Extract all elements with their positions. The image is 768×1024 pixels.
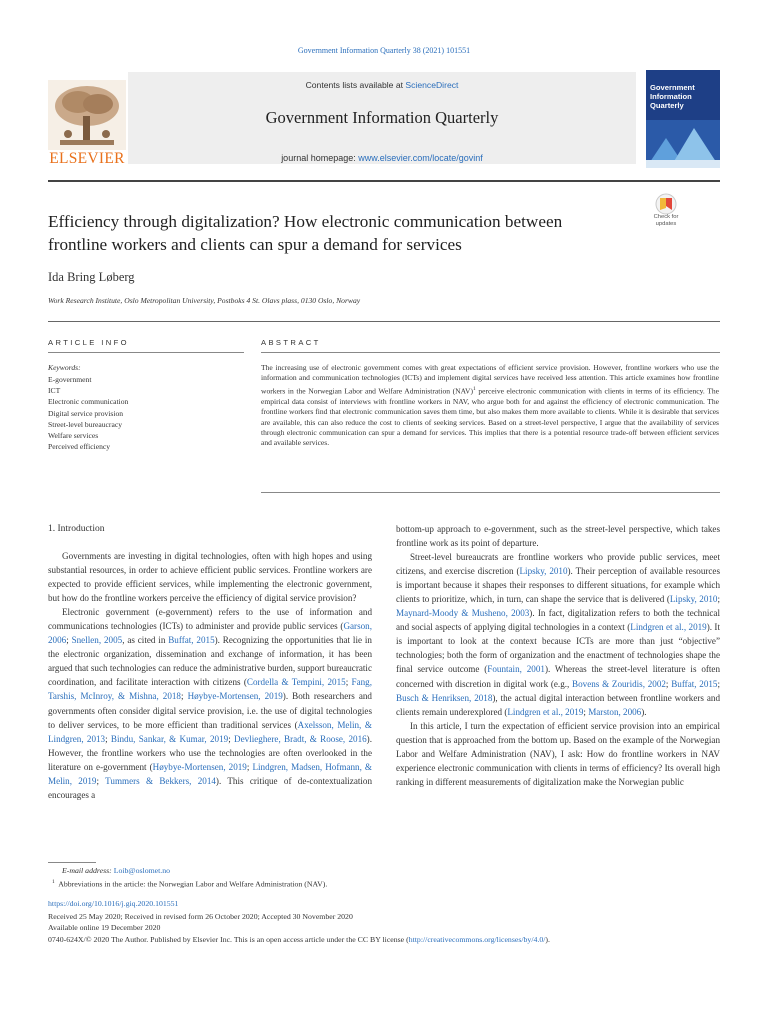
license-link[interactable]: http://creativecommons.org/licenses/by/4.0/ bbox=[408, 935, 546, 944]
article-info-heading: ARTICLE INFO bbox=[48, 338, 129, 347]
paragraph: Street-level bureaucrats are frontline workers who provide public services, meet citizens, and exercise discretion (Lipsky, 2010). Their perception of available resources is important because it shapes their responses to different situations, for example which clients to prioritize, which, in turn, can shape the service that is delivered (Lipsky, 2010; Maynard-Moody & Musheno, 2003). In fact, digitalization refers to both the technical and social aspects of applying digital technologies in a context (Lindgren et al., 2019). It is important to look at the context because ICTs are more than just “objective” technologies; both the form of organization and the enactment of technologies shape the final service outcome (Fountain, 2001). Whereas the street-level literature is often concerned with discretion in digital work (e.g., Bovens & Zouridis, 2002; Buffat, 2015; Busch & Henriksen, 2018), the actual digital interaction between frontline workers and clients remain underexplored (Lindgren et al., 2019; Marston, 2006). bbox=[396, 552, 721, 717]
citation-link[interactable]: Høybye-Mortensen, 2019 bbox=[187, 691, 283, 702]
paragraph: Governments are investing in digital technologies, often with high hopes and using substantial resources, in order to achieve efficient public services. Frontline workers are expected to provide efficient services, while implementing the electronic government, but how do the frontline workers perceive the efficiency of digital service provision? bbox=[48, 551, 372, 604]
citation-link[interactable]: Tummers & Bekkers, 2014 bbox=[105, 775, 216, 786]
journal-homepage-line: journal homepage: www.elsevier.com/locate/govinf bbox=[281, 153, 483, 163]
license-line: 0740-624X/© 2020 The Author. Published by Elsevier Inc. This is an open access article under the CC BY license (http://creativecommons.org/licenses/by/4.0/). bbox=[48, 935, 550, 944]
keywords-label: Keywords: bbox=[48, 363, 81, 372]
citation-link[interactable]: Maynard-Moody & Musheno, 2003 bbox=[396, 608, 530, 619]
author-affiliation: Work Research Institute, Oslo Metropolitan University, Postboks 4 St. Olavs plass, 0130 Oslo, Norway bbox=[48, 296, 361, 305]
abstract-text: The increasing use of electronic government comes with great expectations of efficient service provision. However, frontline workers who use the information and communication technologies (ICTs) and implement digital services have received less attention. This article examines how frontline workers in the Norwegian Labor and Welfare Administration (NAV)$^1$ perceive electronic communication with clients in terms of its efficiency. The empirical data consist of interviews with frontline workers in NAV, who argue both for and against the efficiency of electronic communication. The frontline workers find that electronic communication saves them time, but also makes them more available to clients. While it is desirable that services are available, this can also reduce the cost to clients of seeking services. Based on a street-level perspective, I argue that the availability of services through electronic communication can spur a demand for services. This implies that there is a potential resource trade-off between efficient services and available services. bbox=[261, 363, 719, 448]
citation-link[interactable]: Snellen, 2005 bbox=[71, 635, 123, 646]
email-link[interactable]: Loib@oslomet.no bbox=[113, 866, 171, 875]
available-online: Available online 19 December 2020 bbox=[48, 923, 161, 932]
sciencedirect-link[interactable]: ScienceDirect bbox=[405, 80, 459, 90]
keywords-list bbox=[48, 374, 128, 452]
abstract-heading: ABSTRACT bbox=[261, 338, 321, 347]
citation-link[interactable]: Bovens & Zouridis, 2002 bbox=[572, 678, 666, 689]
section-heading-introduction: 1. Introduction bbox=[48, 524, 105, 534]
title-rule bbox=[48, 321, 720, 322]
keyword-item: E-government bbox=[48, 375, 92, 384]
check-for-updates-icon[interactable] bbox=[645, 192, 687, 234]
paragraph: Electronic government (e-government) refers to the use of information and communications technologies (ICTs) to administer and provide public services (Garson, 2006; Snellen, 2005, as cited in Buffat, 2015). Recognizing the opportunities that lie in the electronic organization, dissemination and exchange of information, it has been argued that such technologies can reduce the administrative burden, support bureaucratic coordination, and facilitate interaction with citizens (Cordella & Tempini, 2015; Fang, Tarshis, McInroy, & Mishna, 2018; Høybye-Mortensen, 2019). Both researchers and governments often consider digital service provision, i.e. the use of digital technologies to deliver services, to be more efficient than traditional services (Axelsson, Melin, & Lindgren, 2013; Bindu, Sankar, & Kumar, 2019; Devlieghere, Bradt, & Roose, 2016). However, the frontline workers who use the technologies are often overlooked in the literature on e-government (Høybye-Mortensen, 2019; Lindgren, Madsen, Hofmann, & Melin, 2019; Tummers & Bekkers, 2014). This critique of de-contextualization encourages a bbox=[48, 607, 372, 800]
journal-homepage-link[interactable]: www.elsevier.com/locate/govinf bbox=[358, 153, 483, 163]
citation-link[interactable]: Lindgren, Madsen, Hofmann, & Melin, 2019 bbox=[48, 761, 372, 786]
citation-link[interactable]: Bindu, Sankar, & Kumar, 2019 bbox=[110, 733, 229, 744]
abstract-bottom-rule bbox=[261, 492, 720, 493]
keyword-item: Welfare services bbox=[48, 431, 99, 441]
abstract-rule bbox=[261, 352, 720, 353]
cover-title: Government Information Quarterly bbox=[650, 83, 695, 110]
citation-link[interactable]: Garson, 2006 bbox=[48, 621, 372, 646]
citation-link[interactable]: Høybye-Mortensen, 2019 bbox=[152, 761, 247, 772]
citation-link[interactable]: Axelsson, Melin, & Lindgren, 2013 bbox=[48, 719, 372, 744]
body-column-left bbox=[48, 549, 372, 802]
citation-link[interactable]: Buffat, 2015 bbox=[671, 678, 718, 689]
contents-line: Contents lists available at ScienceDirect bbox=[305, 80, 459, 90]
footnote-1: $^1$ Abbreviations in the article: the Norwegian Labor and Welfare Administration (NAV). bbox=[52, 879, 328, 889]
citation-link[interactable]: Cordella & Tempini, 2015 bbox=[246, 677, 346, 688]
received-dates: Received 25 May 2020; Received in revised form 26 October 2020; Accepted 30 November 2020 bbox=[48, 912, 353, 921]
citation-link[interactable]: Busch & Henriksen, 2018 bbox=[396, 692, 493, 703]
citation-link[interactable]: Fang, Tarshis, McInroy, & Mishna, 2018 bbox=[48, 677, 372, 702]
article-title: Efficiency through digitalization? How electronic communication between frontline workers and clients can spur a demand for services bbox=[48, 212, 563, 254]
citation-link[interactable]: Lindgren et al., 2019 bbox=[630, 622, 707, 633]
journal-title: Government Information Quarterly bbox=[265, 108, 499, 127]
body-column-right bbox=[396, 522, 720, 789]
cover-artwork bbox=[646, 120, 720, 168]
citation-link[interactable]: Buffat, 2015 bbox=[168, 635, 215, 646]
paragraph: In this article, I turn the expectation of efficient service provision into an empirical question that is approached from the bottom up. Based on the example of the Norwegian Labor and Welfare Administration (NAV), I ask: How do frontline workers in NAV experience electronic communication with clients in terms of efficiency? Its overall high ranking in different measurements of digitalization make the Norwegian public bbox=[396, 720, 720, 787]
citation-link[interactable]: Lipsky, 2010 bbox=[519, 566, 568, 577]
keyword-item: Digital service provision bbox=[48, 408, 124, 418]
citation-link[interactable]: Lindgren et al., 2019 bbox=[507, 706, 584, 717]
author-email: E-mail address: Loib@oslomet.no bbox=[62, 866, 171, 875]
doi-link[interactable]: https://doi.org/10.1016/j.giq.2020.101551 bbox=[48, 899, 179, 908]
keyword-item: Street-level bureaucracy bbox=[48, 419, 122, 429]
citation-link[interactable]: Fountain, 2001 bbox=[487, 664, 545, 675]
author-name: Ida Bring Løberg bbox=[48, 270, 135, 284]
citation-link[interactable]: Devlieghere, Bradt, & Roose, 2016 bbox=[234, 733, 367, 744]
paragraph: bottom-up approach to e-government, such as the street-level perspective, which takes frontline work as its point of departure. bbox=[396, 524, 720, 549]
publisher-name: ELSEVIER bbox=[49, 150, 125, 167]
keyword-item: Electronic communication bbox=[48, 397, 129, 407]
footnote-rule bbox=[48, 862, 96, 863]
citation-link[interactable]: Marston, 2006 bbox=[588, 706, 642, 717]
masthead-rule bbox=[48, 180, 720, 182]
running-header[interactable]: Government Information Quarterly 38 (2021) 101551 bbox=[297, 46, 471, 55]
check-for-updates-label[interactable]: Check for updates bbox=[653, 214, 679, 227]
citation-link[interactable]: Lipsky, 2010 bbox=[669, 594, 718, 605]
footnote-marker[interactable]: 1 bbox=[473, 385, 476, 392]
article-info-rule bbox=[48, 352, 244, 353]
keyword-item: Perceived efficiency bbox=[48, 442, 111, 452]
keyword-item: ICT bbox=[48, 386, 61, 396]
